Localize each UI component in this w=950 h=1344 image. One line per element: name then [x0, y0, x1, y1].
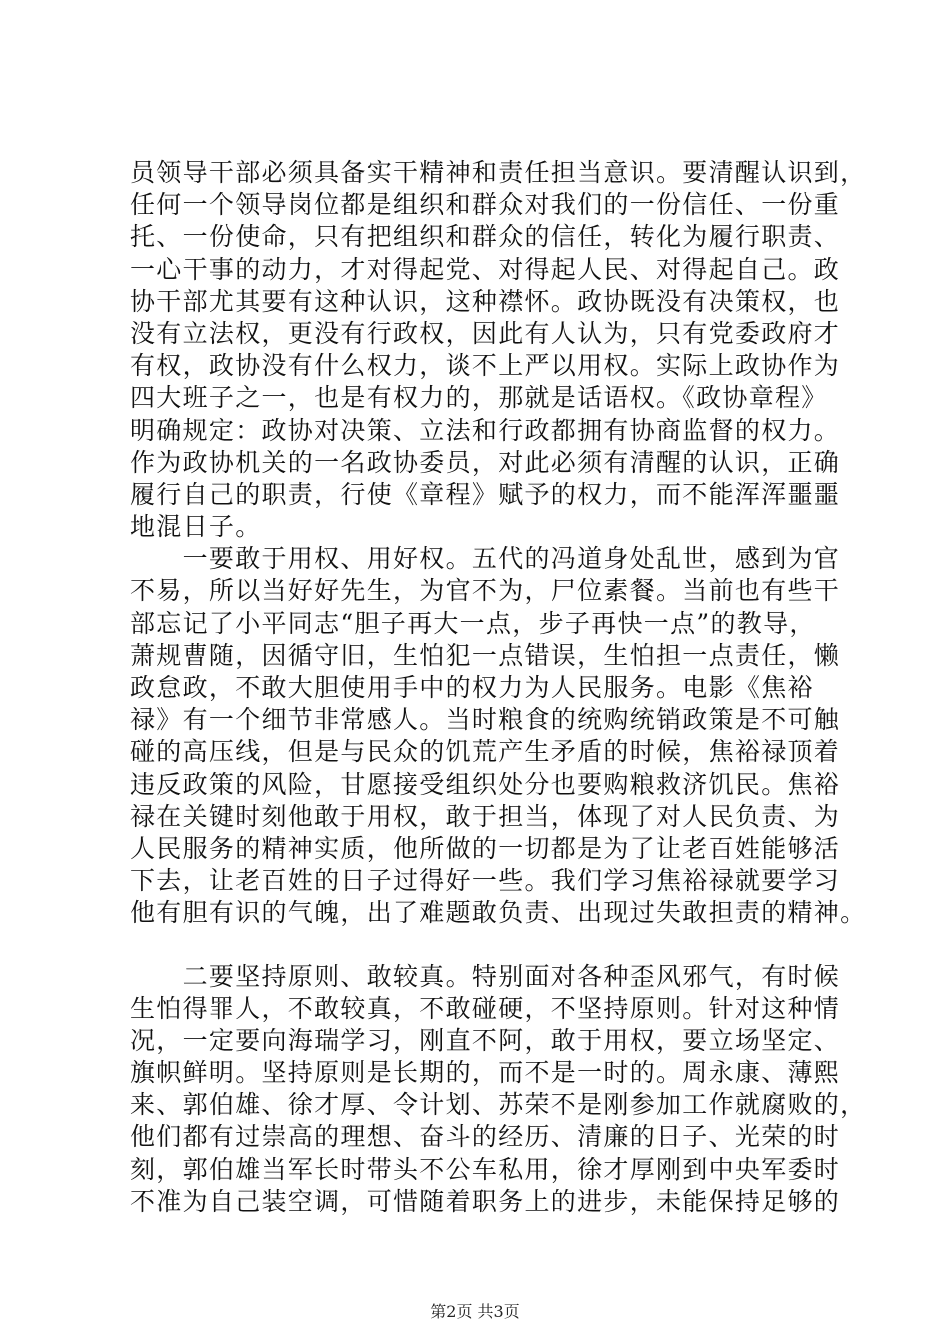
text-line: 地混日子。: [130, 512, 262, 542]
paragraph: [130, 157, 867, 543]
text-line: 违反政策的风险，甘愿接受组织处分也要购粮救济饥民。焦裕: [130, 769, 841, 799]
text-line: 生怕得罪人，不敢较真，不敢碰硬，不坚持原则。针对这种情: [130, 993, 841, 1023]
text-line: 没有立法权，更没有行政权，因此有人认为，只有党委政府才: [130, 318, 841, 348]
text-line: 萧规曹随，因循守旧，生怕犯一点错误，生怕担一点责任，懒: [130, 640, 841, 670]
text-line: 政怠政，不敢大胆使用手中的权力为人民服务。电影《焦裕: [130, 673, 814, 702]
text-line: 刻，郭伯雄当军长时带头不公车私用，徐才厚刚到中央军委时: [130, 1154, 841, 1184]
text-line: 一心干事的动力，才对得起党、对得起人民、对得起自己。政: [130, 254, 841, 284]
text-line: 况，一定要向海瑞学习，刚直不阿，敢于用权，要立场坚定、: [130, 1025, 841, 1055]
text-line: 碰的高压线，但是与民众的饥荒产生矛盾的时候，焦裕禄顶着: [130, 737, 841, 767]
text-line: 四大班子之一，也是有权力的，那就是话语权。《政协章程》: [130, 383, 828, 413]
text-line: 任何一个领导岗位都是组织和群众对我们的一份信任、一份重: [130, 190, 841, 220]
text-line: 一要敢于用权、用好权。五代的冯道身处乱世，感到为官: [130, 544, 841, 574]
text-line: 有权，政协没有什么权力，谈不上严以用权。实际上政协作为: [130, 351, 841, 381]
text-line: 作为政协机关的一名政协委员，对此必须有清醒的认识，正确: [130, 447, 841, 477]
paragraph-gap: [130, 930, 850, 961]
text-line: 来、郭伯雄、徐才厚、令计划、苏荣不是刚参加工作就腐败的，: [130, 1090, 867, 1120]
text-line: 不易，所以当好好先生，为官不为，尸位素餐。当前也有些干: [130, 576, 841, 606]
text-line: 部忘记了小平同志“胆子再大一点，步子再快一点”的教导，: [130, 608, 816, 638]
text-line: 不准为自己装空调，可惜随着职务上的进步，未能保持足够的: [130, 1186, 841, 1216]
text-line: 协干部尤其要有这种认识，这种襟怀。政协既没有决策权，也: [130, 286, 841, 316]
paragraph: [130, 961, 867, 1219]
text-line: 禄》有一个细节非常感人。当时粮食的统购统销政策是不可触: [130, 705, 841, 735]
text-line: 履行自己的职责，行使《章程》赋予的权力，而不能浑浑噩噩: [130, 479, 841, 509]
text-line: 明确规定：政协对决策、立法和行政都拥有协商监督的权力。: [130, 415, 841, 445]
text-line: 禄在关键时刻他敢于用权，敢于担当，体现了对人民负责、为: [130, 801, 841, 831]
text-line: 托、一份使命，只有把组织和群众的信任，转化为履行职责、: [130, 222, 841, 252]
paragraph: [130, 543, 867, 929]
text-line: 二要坚持原则、敢较真。特别面对各种歪风邪气，有时候: [130, 961, 841, 991]
text-line: 员领导干部必须具备实干精神和责任担当意识。要清醒认识到，: [130, 158, 867, 187]
page-footer: 第2页 共3页: [430, 1302, 520, 1321]
text-line: 他们都有过崇高的理想、奋斗的经历、清廉的日子、光荣的时: [130, 1122, 841, 1152]
text-line: 人民服务的精神实质，他所做的一切都是为了让老百姓能够活: [130, 833, 841, 863]
text-line: 下去，让老百姓的日子过得好一些。我们学习焦裕禄就要学习: [130, 866, 841, 896]
body-text: [130, 157, 867, 1218]
text-line: 旗帜鲜明。坚持原则是长期的，而不是一时的。周永康、薄熙: [130, 1058, 841, 1088]
text-line: 他有胆有识的气魄，出了难题敢负责、出现过失敢担责的精神。: [130, 898, 867, 928]
